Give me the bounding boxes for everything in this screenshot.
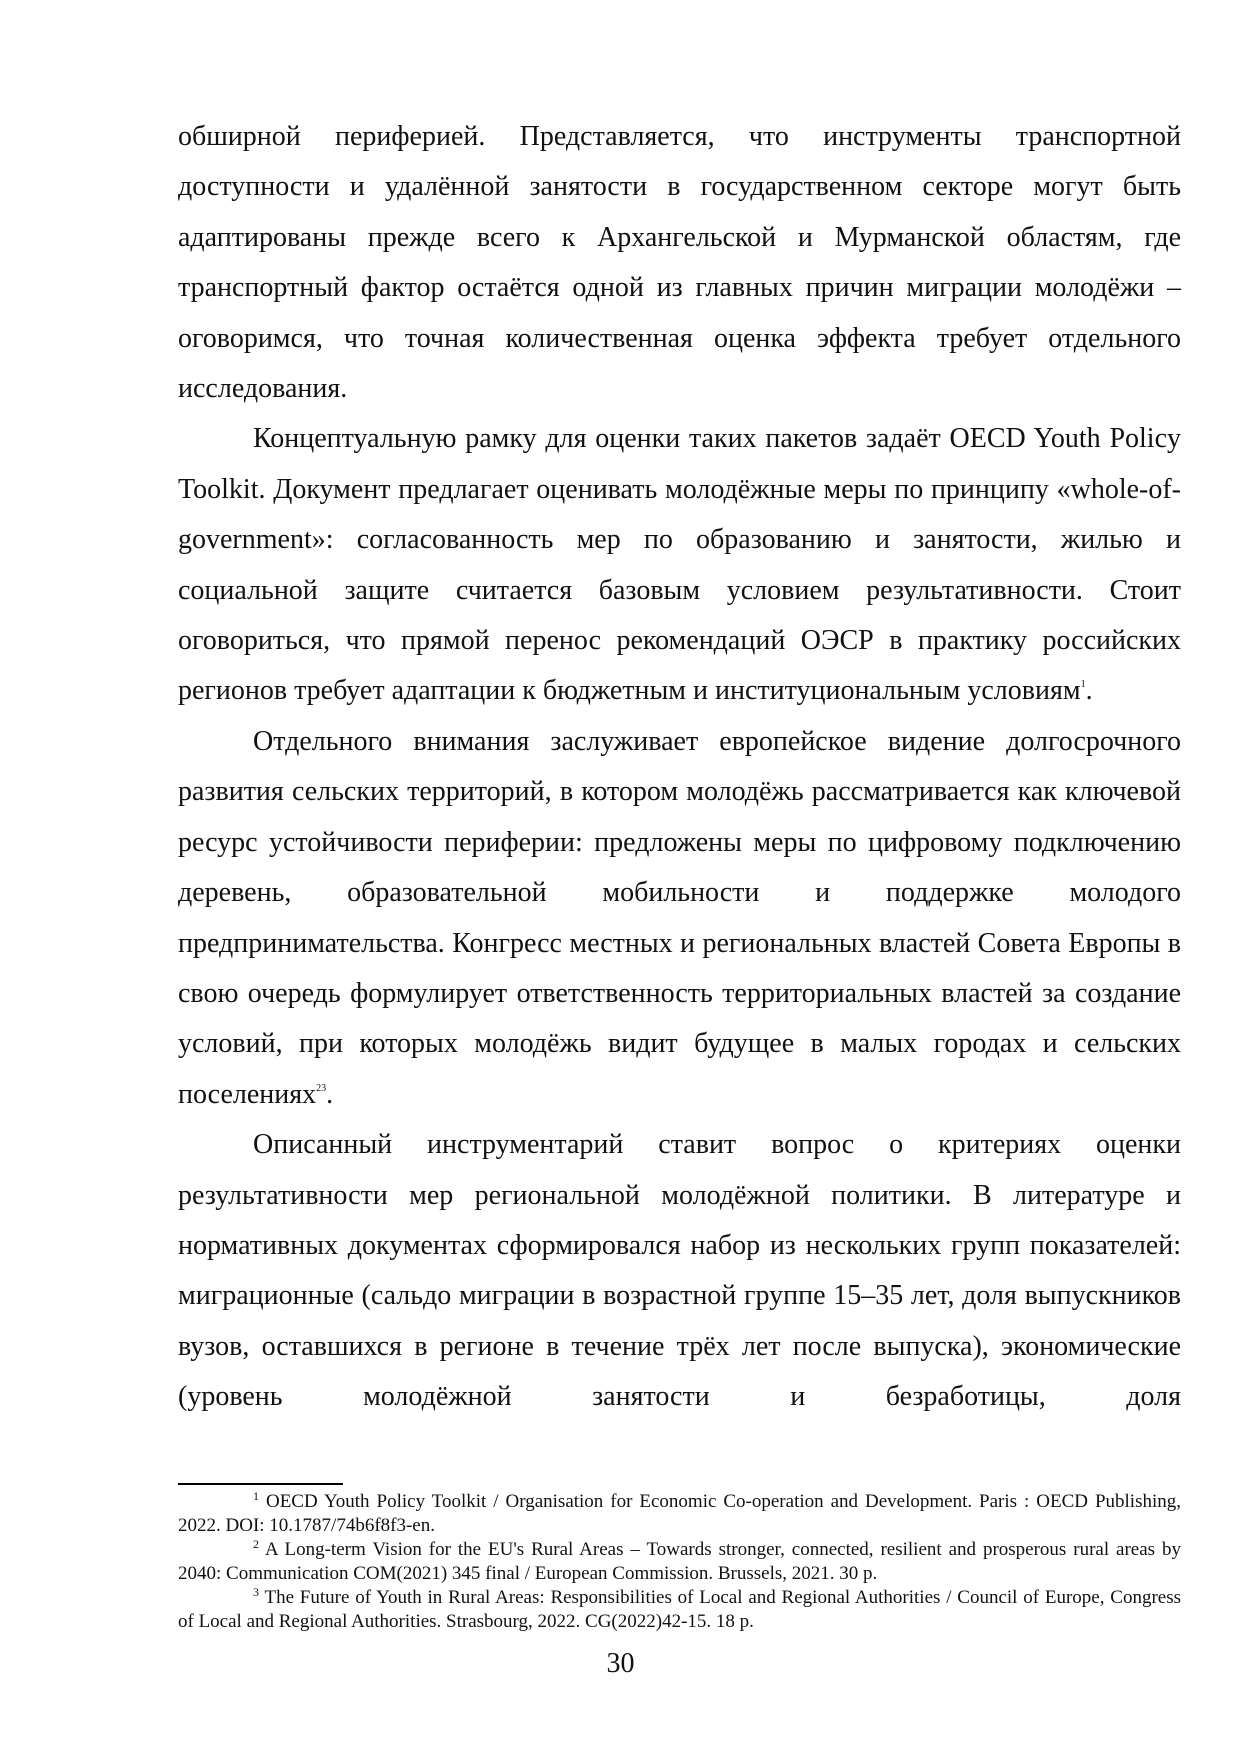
footnotes <box>178 1490 1181 1634</box>
page-body <box>178 112 1181 1423</box>
footnote-text-1: OECD Youth Policy Toolkit / Organisation for Economic Co-operation and Development. Paris : OECD Publishing, 2022. DOI: 10.1787/74b6f8f3-en. <box>178 1491 1181 1536</box>
paragraph-2 <box>178 414 1181 716</box>
footnote-reference-1[interactable]: 1 <box>1080 679 1086 691</box>
footnote-number-3: 3 <box>253 1585 259 1599</box>
paragraph-2-end: . <box>1085 675 1093 707</box>
paragraph-3-end: . <box>326 1078 334 1110</box>
footnote-number-1: 1 <box>253 1489 259 1503</box>
footnote-text-3: The Future of Youth in Rural Areas: Responsibilities of Local and Regional Authorities / Council of Europe, Congress of Local and Regional Authorities. Strasbourg, 2022. CG(2022)42-15. 18 p. <box>178 1587 1181 1632</box>
footnote-text-2: A Long-term Vision for the EU's Rural Areas – Towards stronger, connected, resilient and prosperous rural areas by 2040: Communication COM(2021) 345 final / European Commission. Brussels, 2021. 30 p. <box>178 1539 1181 1584</box>
footnote-reference-23[interactable]: 23 <box>316 1082 327 1094</box>
footnote-3 <box>178 1586 1181 1634</box>
footnote-2 <box>178 1538 1181 1586</box>
paragraph-2-text: Концептуальную рамку для оценки таких пакетов задаёт OECD Youth Policy Toolkit. Документ предлагает оценивать молодёжные меры по принципу «whole-of-government»: согласованность мер по образованию и занятости, жилью и социальной защите считается базовым условием результативности. Стоит оговориться, что прямой перенос рекомендаций ОЭСР в практику российских регионов требует адаптации к бюджетным и институциональным условиям <box>178 423 1181 707</box>
footnote-number-2: 2 <box>253 1537 259 1551</box>
paragraph-4: Описанный инструментарий ставит вопрос о критериях оценки результативности мер региональной молодёжной политики. В литературе и нормативных документах сформировался набор из нескольких групп показателей: миграционные (сальдо миграции в возрастной группе 15–35 лет, доля выпускников вузов, оставшихся в регионе в течение трёх лет после выпуска), экономические (уровень молодёжной занятости и безработицы, доля <box>178 1129 1181 1413</box>
footnote-separator <box>178 1483 343 1485</box>
paragraph-3-text: Отдельного внимания заслуживает европейское видение долгосрочного развития сельских территорий, в котором молодёжь рассматривается как ключевой ресурс устойчивости периферии: предложены меры по цифровому подключению деревень, образовательной мобильности и поддержке молодого предпринимательства. Конгресс местных и региональных властей Совета Европы в свою очередь формулирует ответственность территориальных властей за создание условий, при которых молодёжь видит будущее в малых городах и сельских поселениях <box>178 725 1181 1110</box>
page-number: 30 <box>606 1648 635 1679</box>
footnote-1 <box>178 1490 1181 1538</box>
paragraph-3 <box>178 717 1181 1120</box>
paragraph-1: обширной периферией. Представляется, что инструменты транспортной доступности и удалённой занятости в государственном секторе могут быть адаптированы прежде всего к Архангельской и Мурманской областям, где транспортный фактор остаётся одной из главных причин миграции молодёжи – оговоримся, что точная количественная оценка эффекта требует отдельного исследования. <box>178 121 1181 405</box>
